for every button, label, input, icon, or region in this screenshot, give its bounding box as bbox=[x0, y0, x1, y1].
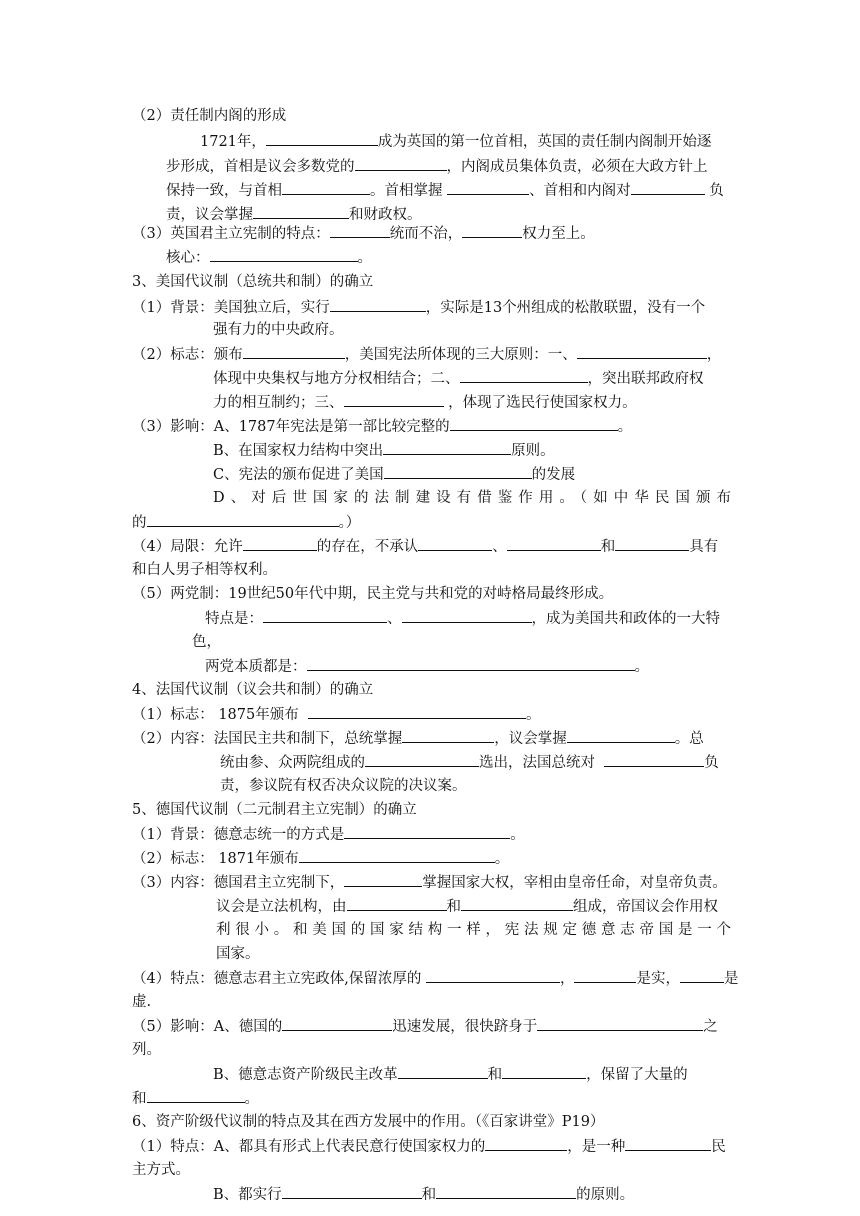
text-line: 色， bbox=[192, 634, 221, 650]
text-line: （4）局限：允许 的存在，不承认 、 和 具有 bbox=[132, 536, 718, 557]
blank-field[interactable] bbox=[282, 1184, 422, 1199]
text-line: 核心： 。 bbox=[166, 247, 372, 268]
blank-field[interactable] bbox=[355, 156, 447, 171]
text-line: （1）标志： 1875年颁布 。 bbox=[132, 704, 540, 725]
blank-field[interactable] bbox=[253, 204, 349, 219]
blank-field[interactable] bbox=[330, 223, 390, 238]
section-title: 5、德国代议制（二元制君主立宪制）的确立 bbox=[132, 802, 417, 818]
blank-field[interactable] bbox=[680, 968, 724, 983]
blank-field[interactable] bbox=[485, 1136, 567, 1151]
text-line: 两党本质都是： 。 bbox=[205, 656, 649, 677]
blank-field[interactable] bbox=[282, 180, 370, 195]
text-line: 体现中央集权与地方分权相结合；二、 ，突出联邦政府权 bbox=[213, 368, 704, 389]
blank-field[interactable] bbox=[615, 536, 689, 551]
text-line: 力的相互制约；三、 ，体现了选民行使国家权力。 bbox=[213, 392, 637, 413]
text-line: （1）背景：德意志统一的方式是 。 bbox=[132, 824, 525, 845]
text-line: 利很小。和美国的国家结构一样，宪法规定德意志帝国是一个 bbox=[216, 922, 731, 938]
section-title: （2）责任制内阁的形成 bbox=[132, 108, 287, 124]
blank-field[interactable] bbox=[243, 536, 317, 551]
text-line: 列。 bbox=[132, 1042, 161, 1058]
blank-field[interactable] bbox=[299, 848, 495, 863]
section-title: 6、资产阶级代议制的特点及其在西方发展中的作用。（《百家讲堂》P19） bbox=[132, 1114, 605, 1130]
text-line: 和白人男子相等权利。 bbox=[132, 562, 277, 578]
blank-field[interactable] bbox=[450, 416, 618, 431]
blank-field[interactable] bbox=[344, 824, 510, 839]
blank-field[interactable] bbox=[402, 728, 494, 743]
text-line: （1）特点：A、都具有形式上代表民意行使国家权力的 ，是一种 民 bbox=[132, 1136, 726, 1157]
blank-field[interactable] bbox=[307, 656, 635, 671]
text-line: （4）特点：德意志君主立宪政体,保留浓厚的 ， 是实， 是 bbox=[132, 968, 738, 989]
blank-field[interactable] bbox=[398, 1064, 488, 1079]
blank-field[interactable] bbox=[282, 1016, 392, 1031]
text-line: 和 。 bbox=[132, 1088, 259, 1109]
text-line: （1）背景：美国独立后，实行 ，实际是13个州组成的松散联盟，没有一个 bbox=[132, 297, 705, 318]
blank-field[interactable] bbox=[308, 704, 526, 719]
blank-field[interactable] bbox=[436, 1184, 576, 1199]
text-line: 国家。 bbox=[216, 946, 260, 962]
section-title: 3、美国代议制（总统共和制）的确立 bbox=[132, 274, 374, 290]
text-line: 1721年， 成为英国的第一位首相，英国的责任制内阁制开始逐 bbox=[200, 131, 711, 152]
blank-field[interactable] bbox=[631, 180, 705, 195]
blank-field[interactable] bbox=[347, 896, 447, 911]
blank-field[interactable] bbox=[537, 1016, 703, 1031]
blank-field[interactable] bbox=[418, 536, 492, 551]
text-line: （5）两党制：19世纪50年代中期，民主党与共和党的对峙格局最终形成。 bbox=[132, 586, 614, 602]
blank-field[interactable] bbox=[147, 512, 339, 527]
text-line: 主方式。 bbox=[132, 1162, 190, 1178]
blank-field[interactable] bbox=[507, 536, 601, 551]
text-line: 虚. bbox=[132, 994, 152, 1010]
text-line: 步形成，首相是议会多数党的 ，内阁成员集体负责，必须在大政方针上 bbox=[166, 156, 708, 177]
blank-field[interactable] bbox=[263, 608, 387, 623]
text-line: （2）标志： 1871年颁布 。 bbox=[132, 848, 509, 869]
text-line: C、宪法的颁布促进了美国 的发展 bbox=[213, 464, 575, 485]
blank-field[interactable] bbox=[266, 131, 378, 146]
text-line: 责，议会掌握 和财政权。 bbox=[166, 204, 422, 225]
text-line: 保持一致，与首相 。首相掌握 、首相和内阁对 负 bbox=[166, 180, 724, 201]
blank-field[interactable] bbox=[604, 752, 704, 767]
blank-field[interactable] bbox=[625, 1136, 711, 1151]
blank-field[interactable] bbox=[383, 440, 511, 455]
blank-field[interactable] bbox=[147, 1088, 245, 1103]
section-title: 4、法国代议制（议会共和制）的确立 bbox=[132, 682, 374, 698]
blank-field[interactable] bbox=[574, 968, 636, 983]
blank-field[interactable] bbox=[567, 728, 675, 743]
text-line: 统由参、众两院组成的 选出，法国总统对 负 bbox=[220, 752, 719, 773]
blank-field[interactable] bbox=[402, 608, 532, 623]
text-line: D、对后世国家的法制建设有借鉴作用。（如中华民国颁布 bbox=[213, 490, 731, 506]
text-line: B、都实行 和 的原则。 bbox=[213, 1184, 634, 1205]
text-line: （3）英国君主立宪制的特点： 统而不治， 权力至上。 bbox=[132, 223, 595, 244]
text-line: 的 。） bbox=[132, 512, 360, 533]
blank-field[interactable] bbox=[365, 752, 479, 767]
blank-field[interactable] bbox=[384, 464, 532, 479]
text-line: （2）标志：颁布 ，美国宪法所体现的三大原则：一、 ， bbox=[132, 344, 721, 365]
blank-field[interactable] bbox=[502, 1064, 586, 1079]
text-line: 责，参议院有权否决众议院的决议案。 bbox=[220, 778, 467, 794]
text-line: （5）影响：A、德国的 迅速发展，很快跻身于 之 bbox=[132, 1016, 718, 1037]
blank-field[interactable] bbox=[461, 896, 573, 911]
text-line: B、德意志资产阶级民主改革 和 ，保留了大量的 bbox=[213, 1064, 688, 1085]
blank-field[interactable] bbox=[210, 247, 358, 262]
blank-field[interactable] bbox=[462, 223, 522, 238]
text-line: （2）内容：法国民主共和制下，总统掌握 ，议会掌握 。总 bbox=[132, 728, 704, 749]
text-line: 强有力的中央政府。 bbox=[213, 322, 344, 338]
text-line: 特点是： 、 ，成为美国共和政体的一大特 bbox=[205, 608, 720, 629]
blank-field[interactable] bbox=[344, 872, 422, 887]
text-line: （3）影响：A、1787年宪法是第一部比较完整的 。 bbox=[132, 416, 632, 437]
blank-field[interactable] bbox=[577, 344, 707, 359]
blank-field[interactable] bbox=[447, 180, 529, 195]
blank-field[interactable] bbox=[344, 392, 444, 407]
blank-field[interactable] bbox=[460, 368, 588, 383]
text-line: （3）内容：德国君主立宪制下， 掌握国家大权，宰相由皇帝任命，对皇帝负责。 bbox=[132, 872, 727, 893]
text-line: B、在国家权力结构中突出 原则。 bbox=[213, 440, 555, 461]
blank-field[interactable] bbox=[330, 297, 426, 312]
text-line: 议会是立法机构，由 和 组成，帝国议会作用权 bbox=[216, 896, 718, 917]
blank-field[interactable] bbox=[426, 968, 560, 983]
blank-field[interactable] bbox=[243, 344, 345, 359]
